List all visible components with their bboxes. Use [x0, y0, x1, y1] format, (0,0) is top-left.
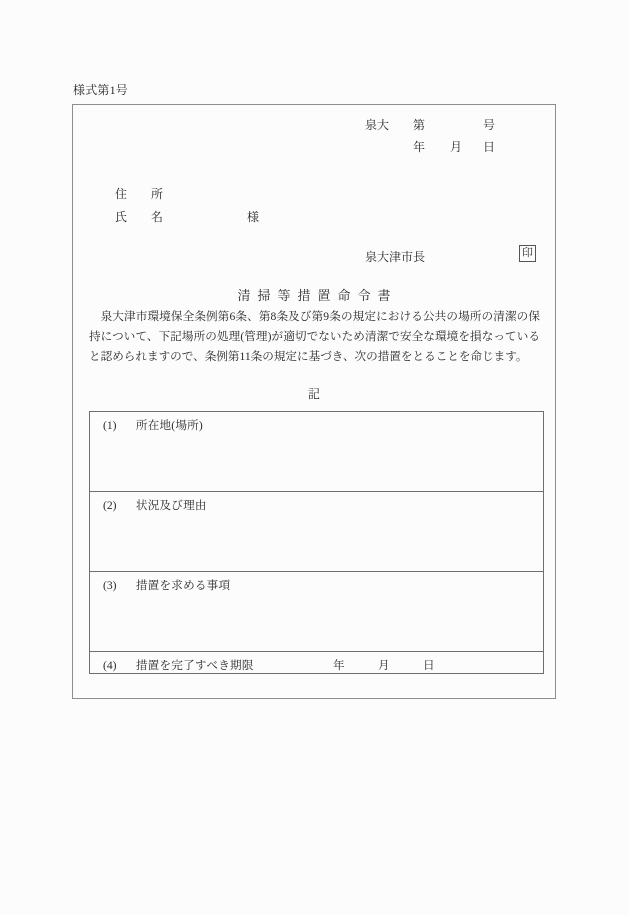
page-title: 清掃等措置命令書 — [237, 288, 398, 303]
item-number: (3) — [103, 579, 117, 592]
table-row — [90, 572, 544, 652]
ki-mark: 記 — [307, 387, 320, 401]
issuer-block — [73, 245, 543, 269]
items-table — [89, 411, 544, 674]
number-prefix-label: 第 — [413, 118, 426, 132]
item-label: 措置を求める事項 — [135, 579, 231, 592]
item-label: 所在地(場所) — [135, 419, 203, 432]
item-number: (2) — [103, 499, 117, 512]
recipient-name-line — [115, 206, 260, 229]
body-text — [89, 307, 540, 367]
item-cell-location[interactable] — [90, 412, 544, 492]
body-paragraph: 泉大津市環境保全条例第6条、第8条及び第9条の規定における公共の場所の清潔の保持について、下記場所の処理(管理)が適切でないため清潔で安全な環境を損なっていると認められますので、条例第11条の規定に基づき、次の措置をとることを命じます。 — [89, 310, 540, 363]
item-header — [90, 652, 543, 673]
number-suffix-label: 号 — [483, 118, 496, 132]
item-label: 状況及び理由 — [135, 499, 207, 512]
table-row — [90, 652, 544, 674]
address-label: 住 所 — [115, 187, 170, 201]
item-number: (4) — [103, 659, 117, 672]
item-cell-situation[interactable] — [90, 492, 544, 572]
item-header — [90, 572, 543, 593]
date-month-label: 月 — [450, 140, 463, 154]
item-header — [90, 412, 543, 433]
deadline-month-label: 月 — [378, 659, 390, 672]
recipient-address-line — [115, 183, 169, 206]
table-row — [90, 492, 544, 572]
issuer-code: 泉大 — [365, 118, 390, 132]
deadline-day-label: 日 — [423, 659, 435, 672]
recipient-block — [115, 183, 260, 229]
item-cell-deadline[interactable] — [90, 652, 544, 674]
date-day-label: 日 — [483, 140, 496, 154]
document-number-row — [353, 114, 543, 136]
seal-stamp-box: 印 — [519, 245, 536, 262]
form-number: 様式第1号 — [73, 83, 129, 97]
document-date-row — [353, 136, 543, 158]
document-header — [353, 114, 543, 158]
table-row — [90, 412, 544, 492]
name-label: 氏 名 — [115, 210, 170, 224]
item-header — [90, 492, 543, 513]
date-year-label: 年 — [413, 140, 426, 154]
deadline-year-label: 年 — [333, 659, 345, 672]
item-number: (1) — [103, 419, 117, 432]
issuer-name: 泉大津市長 — [365, 250, 426, 264]
honorific-label: 様 — [247, 210, 260, 224]
item-cell-required-measures[interactable] — [90, 572, 544, 652]
item-label: 措置を完了すべき期限 — [135, 659, 254, 672]
document-frame — [72, 104, 556, 699]
